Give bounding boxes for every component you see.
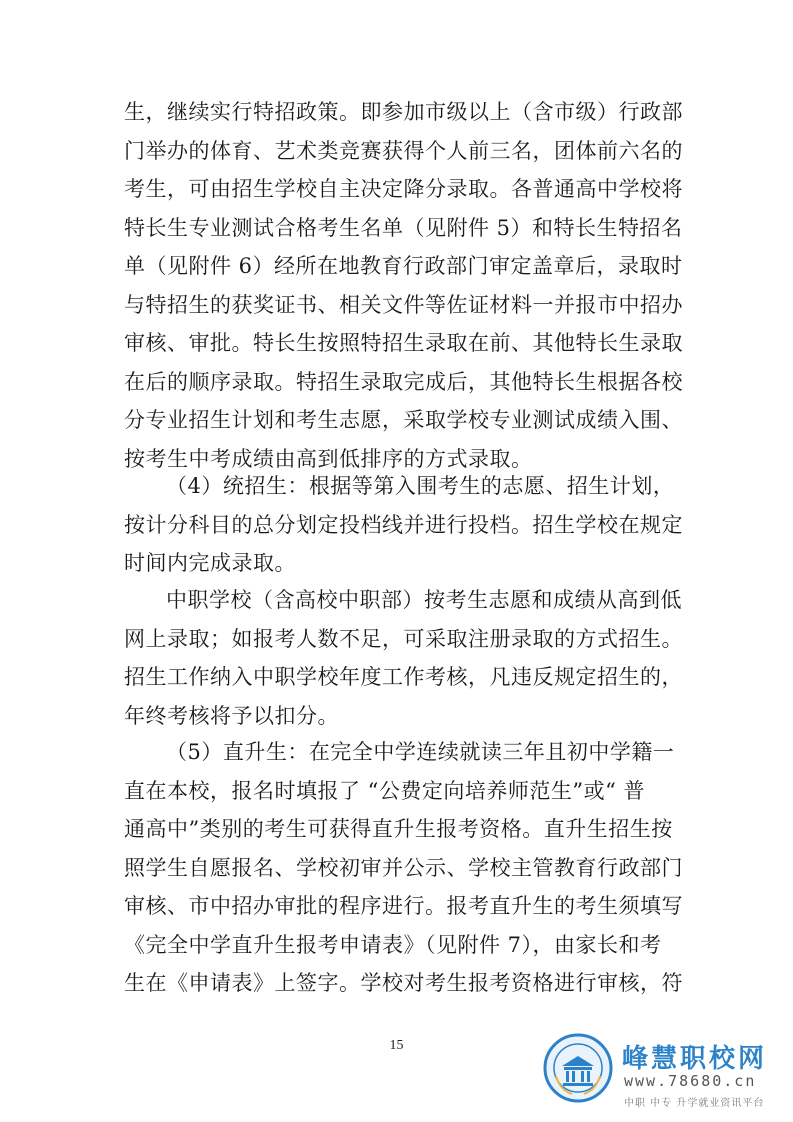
watermark-site-name: 峰慧职校网 xyxy=(622,1044,768,1074)
text-line: （4）统招生：根据等第入围考生的志愿、招生计划， xyxy=(166,474,675,498)
text-line: 招生工作纳入中职学校年度工作考核，凡违反规定招生的， xyxy=(124,665,683,689)
text-line: 年终考核将予以扣分。 xyxy=(124,703,339,728)
text-line: 特长生专业测试合格考生名单（见附件 5）和特长生特招名 xyxy=(124,215,683,240)
text-line: 照学生自愿报名、学校初审并公示、学校主管教育行政部门 xyxy=(124,855,683,880)
text-line: 分专业招生计划和考生志愿，采取学校专业测试成绩入围、 xyxy=(124,408,683,432)
paragraph-1 xyxy=(124,93,683,478)
page-number: 15 xyxy=(389,1038,404,1053)
text-line: （5）直升生：在完全中学连续就读三年且初中学籍一 xyxy=(166,740,675,764)
text-line: 考生，可由招生学校自主决定降分录取。各普通高中学校将 xyxy=(124,177,683,201)
text-line: 门举办的体育、艺术类竞赛获得个人前三名，团体前六名的 xyxy=(124,138,683,163)
text-line: 单（见附件 6）经所在地教育行政部门审定盖章后，录取时 xyxy=(124,254,683,278)
text-line: 生，继续实行特招政策。即参加市级以上（含市级）行政部 xyxy=(124,100,683,124)
text-line: 直在本校，报名时填报了 “公费定向培养师范生”或“ 普 xyxy=(124,778,646,803)
text-line: 通高中”类别的考生可获得直升生报考资格。直升生招生按 xyxy=(124,817,673,841)
text-line: 在后的顺序录取。特招生录取完成后，其他特长生根据各校 xyxy=(124,369,683,394)
watermark-slogan: 中职 中专 升学就业资讯平台 xyxy=(624,1098,765,1109)
text-line: 审核、市中招办审批的程序进行。报考直升生的考生须填写 xyxy=(124,894,683,918)
paragraph-3 xyxy=(124,581,683,735)
text-line: 审核、审批。特长生按照特招生录取在前、其他特长生录取 xyxy=(124,331,683,355)
site-watermark xyxy=(542,1032,790,1120)
text-line: 按考生中考成绩由高到低排序的方式录取。 xyxy=(124,446,533,471)
paragraph-2 xyxy=(124,467,683,583)
text-line: 生在《申请表》上签字。学校对考生报考资格进行审核，符 xyxy=(124,971,683,995)
text-line: 时间内完成录取。 xyxy=(124,551,296,575)
text-line: 《完全中学直升生报考申请表》（见附件 7），由家长和考 xyxy=(124,932,662,957)
text-line: 网上录取；如报考人数不足，可采取注册录取的方式招生。 xyxy=(124,626,683,651)
text-line: 与特招生的获奖证书、相关文件等佐证材料一并报市中招办 xyxy=(124,292,683,317)
school-logo-icon xyxy=(542,1032,614,1104)
watermark-url: www.78680.cn xyxy=(624,1072,757,1090)
text-line: 按计分科目的总分划定投档线并进行投档。招生学校在规定 xyxy=(124,512,683,537)
paragraph-4 xyxy=(124,733,683,1003)
text-line: 中职学校（含高校中职部）按考生志愿和成绩从高到低 xyxy=(166,588,682,612)
